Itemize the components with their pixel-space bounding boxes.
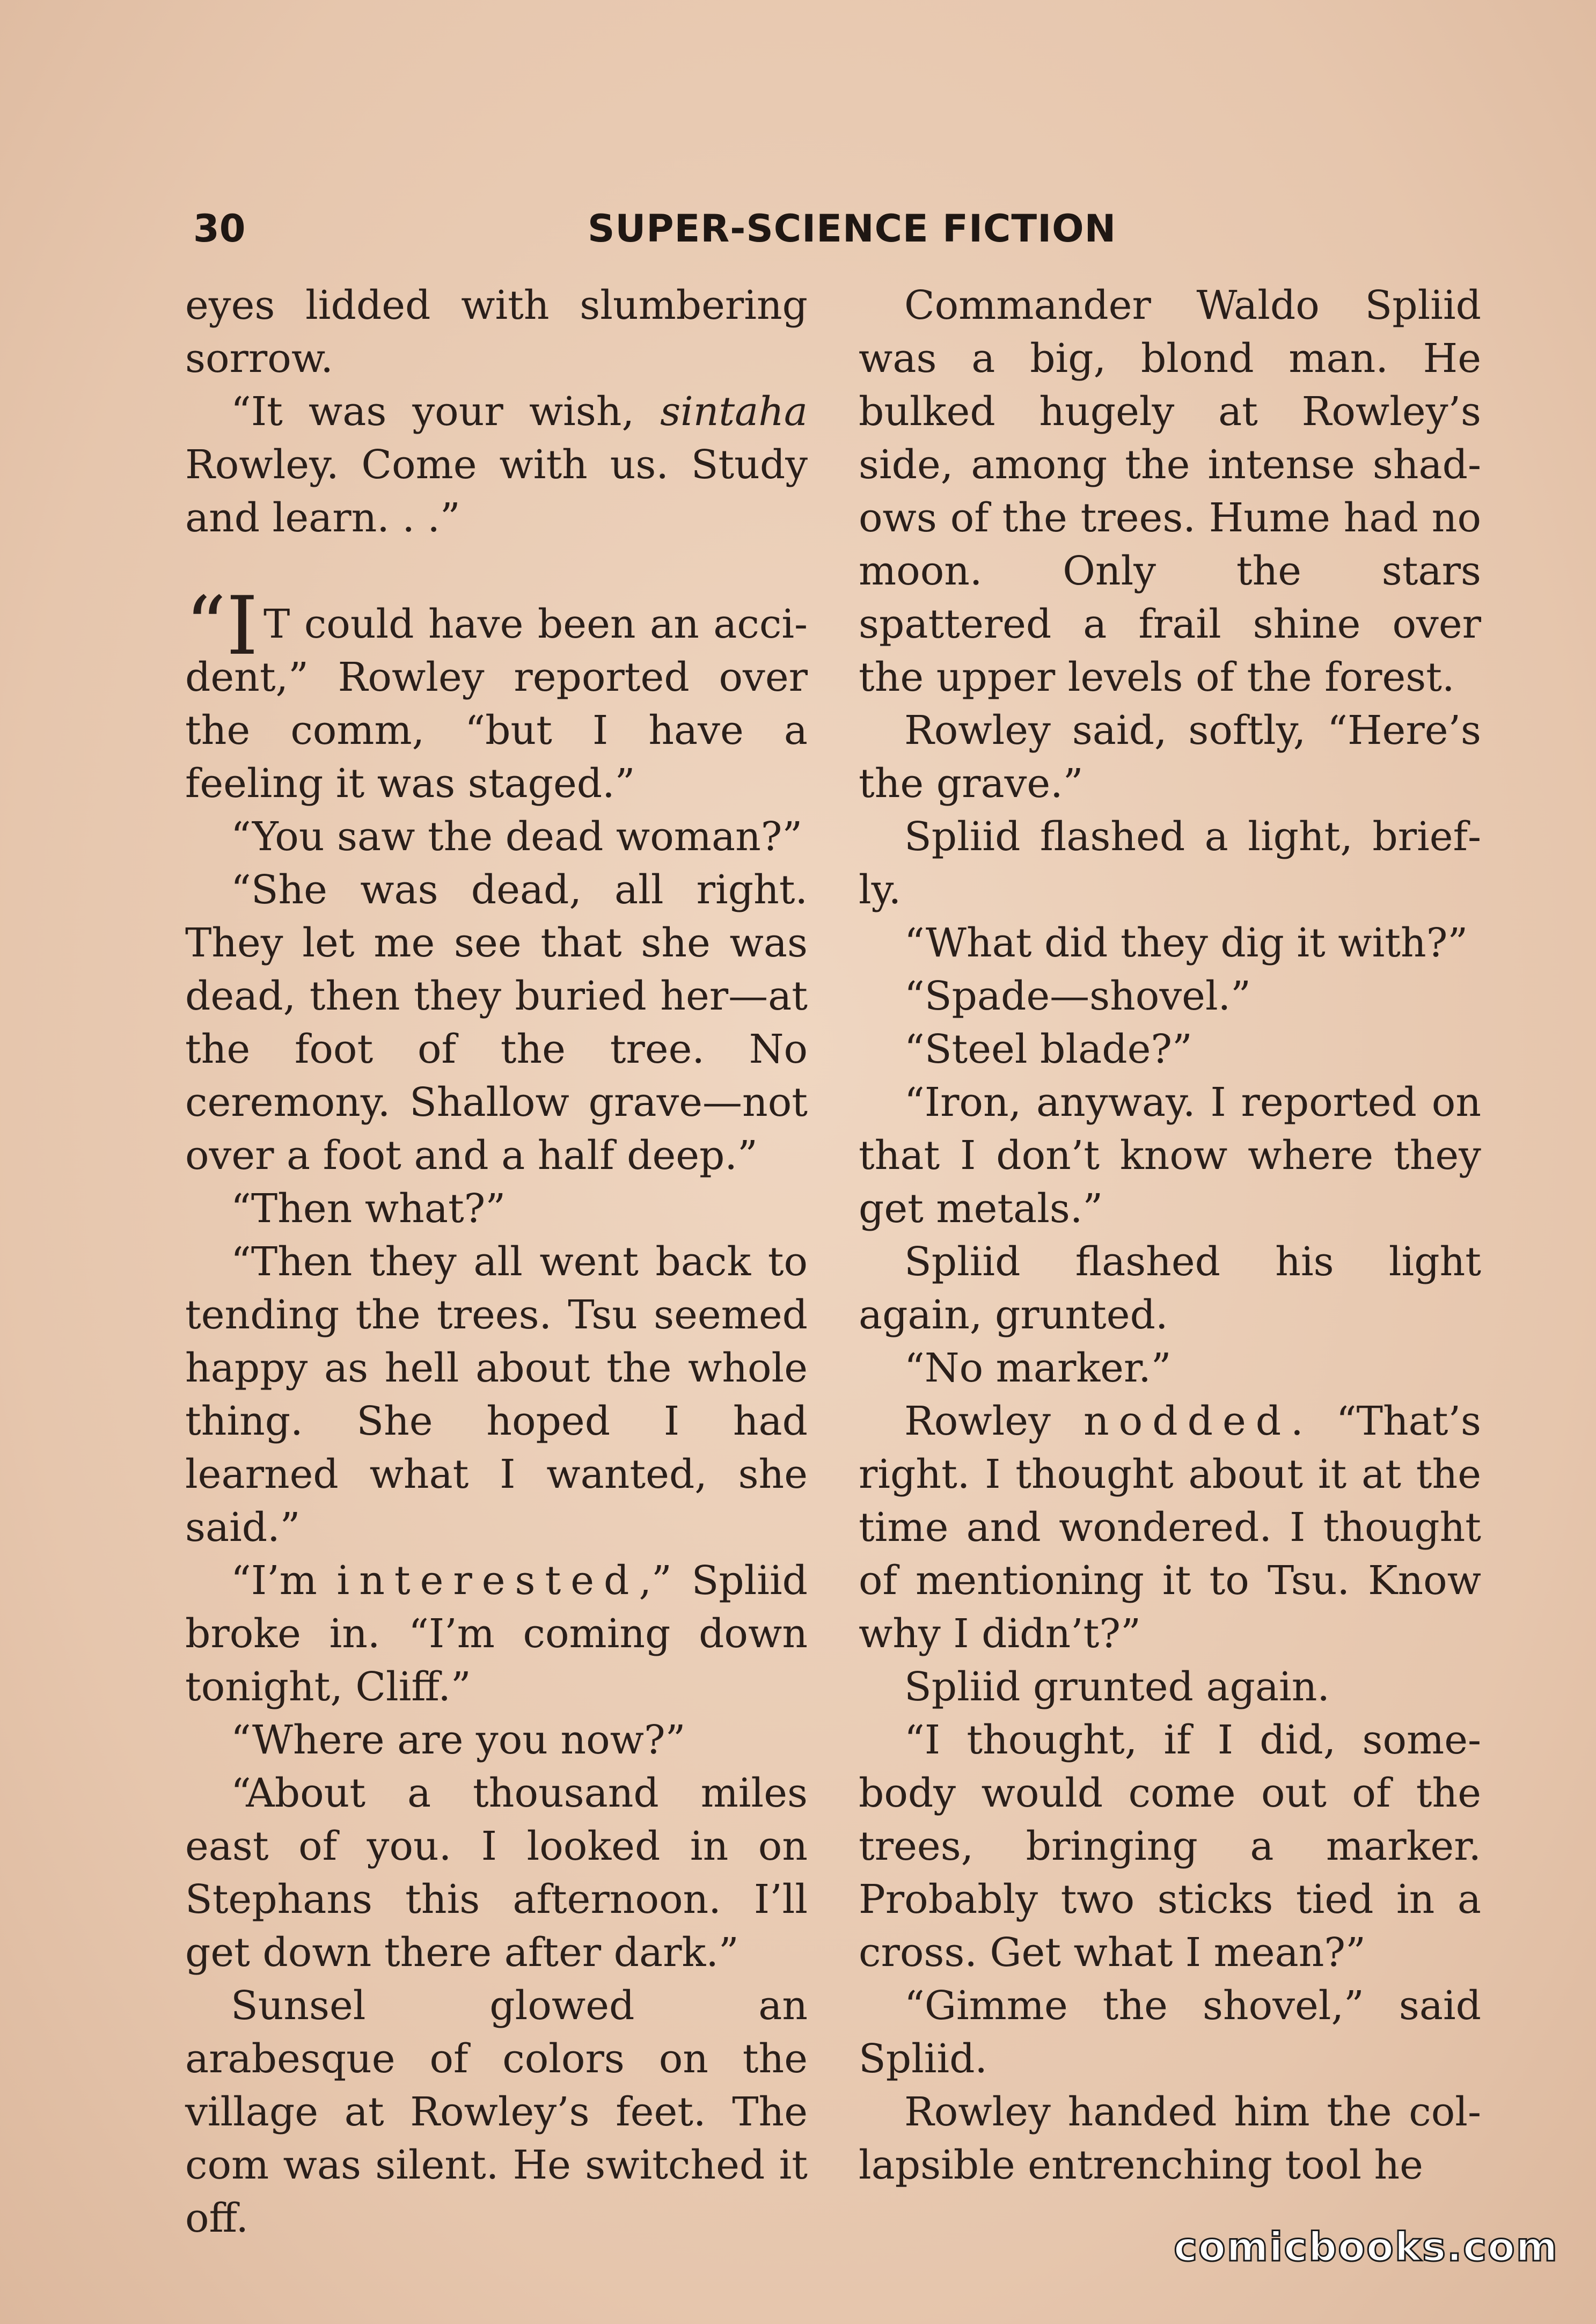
paragraph: “I thought, if I did, somebody would come out of the trees, bringing a marker. Probably two sticks tied in a cross. Get what I mean?” bbox=[859, 1717, 1481, 1976]
paragraph: “Then what?” bbox=[231, 1186, 506, 1232]
paragraph: “Steel blade?” bbox=[904, 1026, 1192, 1072]
paragraph: “You saw the dead woman?” bbox=[231, 814, 803, 860]
paragraph: Rowley handed him the collapsible entrenching tool he bbox=[859, 2089, 1481, 2188]
paragraph: Spliid flashed a light, briefly. bbox=[859, 814, 1481, 913]
paragraph: eyes lidded with slumbering sorrow. bbox=[185, 282, 808, 382]
section-start-paragraph: “I T could have been an accident,” Rowley reported over the comm, “but I have a feeling it was staged.” bbox=[185, 580, 808, 807]
page-number: 30 bbox=[193, 207, 246, 251]
drop-cap: “I bbox=[185, 580, 258, 673]
paragraph: “I’m interested,” Spliid broke in. “I’m coming down tonight, Cliff.” bbox=[185, 1558, 808, 1710]
paragraph: Rowley nodded. “That’s right. I thought about it at the time and wondered. I thought of mentioning it to Tsu. Know why I didn’t?” bbox=[859, 1398, 1481, 1657]
paragraph: “What did they dig it with?” bbox=[904, 920, 1468, 966]
paragraph: “Where are you now?” bbox=[231, 1717, 686, 1763]
right-column bbox=[859, 279, 1481, 2192]
paragraph: Rowley said, softly, “Here’s the grave.” bbox=[859, 707, 1481, 807]
page-header bbox=[193, 207, 1492, 266]
paragraph: “She was dead, all right. They let me see that she was dead, then they buried her—at the foot of the tree. No ceremony. Shallow grave—not over a foot and a half deep.” bbox=[185, 867, 808, 1179]
paragraph: “It was your wish, sintaha Rowley. Come with us. Study and learn. . .” bbox=[185, 389, 808, 541]
paragraph: “Gimme the shovel,” said Spliid. bbox=[859, 1983, 1481, 2082]
paragraph: “About a thousand miles east of you. I looked in on Stephans this afternoon. I’ll get down there after dark.” bbox=[185, 1770, 808, 1976]
paragraph: Sunsel glowed an arabesque of colors on the village at Rowley’s feet. The com was silent. He switched it off. bbox=[185, 1983, 808, 2241]
paragraph: Spliid flashed his light again, grunted. bbox=[859, 1239, 1481, 1338]
paragraph: “No marker.” bbox=[904, 1345, 1172, 1391]
running-title: SUPER-SCIENCE FICTION bbox=[588, 207, 1117, 251]
left-column bbox=[185, 279, 808, 2245]
paragraph: “Then they all went back to tending the trees. Tsu seemed happy as hell about the whole thing. She hoped I had learned what I wanted, she said.” bbox=[185, 1239, 808, 1551]
paragraph: Spliid grunted again. bbox=[904, 1664, 1330, 1710]
paragraph: Commander Waldo Spliid was a big, blond man. He bulked hugely at Rowley’s side, among the intense shadows of the trees. Hume had no moon. Only the stars spattered a frail shine over the upper levels of the forest. bbox=[859, 282, 1481, 700]
spaced-word: interested bbox=[336, 1558, 639, 1604]
italic-word: sintaha bbox=[660, 389, 808, 435]
paragraph: “Spade—shovel.” bbox=[904, 973, 1251, 1019]
paragraph: “Iron, anyway. I reported on that I don’t know where they get metals.” bbox=[859, 1079, 1481, 1232]
spaced-word: nodded bbox=[1083, 1398, 1291, 1444]
watermark: comicbooks.com bbox=[1174, 2224, 1558, 2270]
